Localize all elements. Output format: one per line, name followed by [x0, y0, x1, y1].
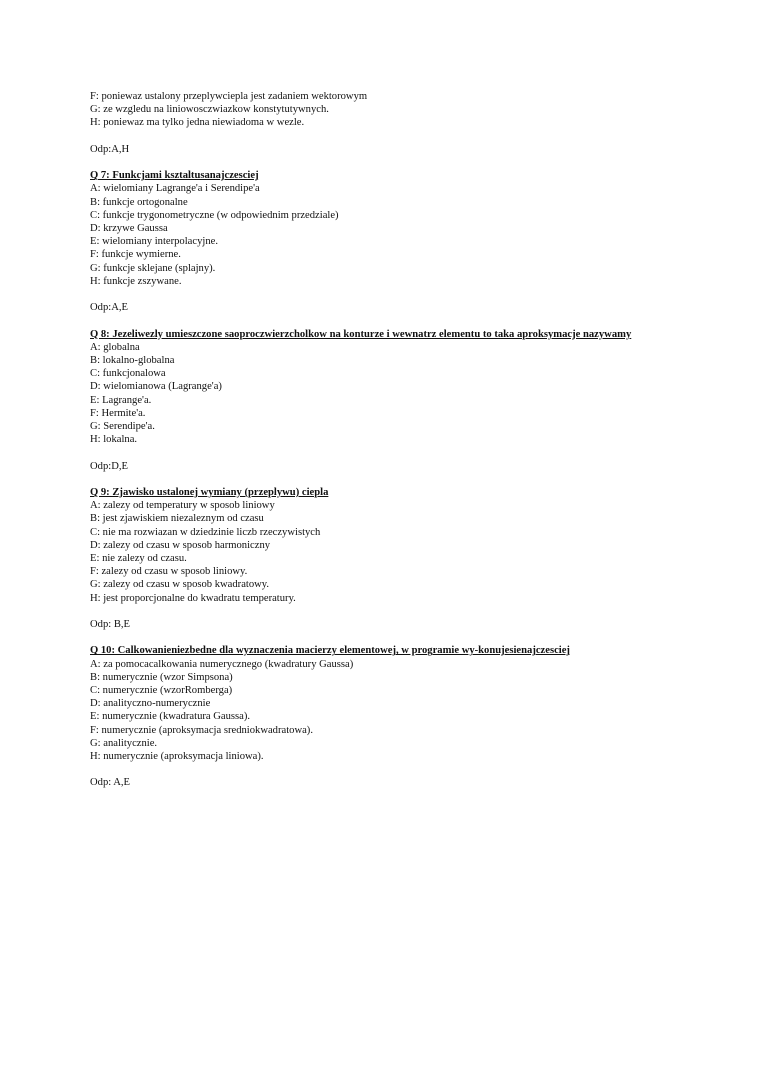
option-line: E: Lagrange'a. [90, 394, 152, 406]
option-line: H: poniewaz ma tylko jedna niewiadoma w wezle. [90, 117, 305, 129]
option-line: A: zalezy od temperatury w sposob liniowy [90, 500, 275, 512]
option-line: G: analitycznie. [90, 737, 158, 749]
option-line: F: funkcje wymierne. [90, 249, 181, 261]
option-line: D: zalezy od czasu w sposob harmoniczny [90, 539, 271, 551]
answer-line: Odp: B,E [90, 619, 131, 631]
question-title: Q 8: Jezeliwezly umieszczone saoproczwierzcholkow na konturze i wewnatrz elementu to taka aproksymacje nazywamy [90, 328, 632, 340]
question-title: Q 9: Zjawisko ustalonej wymiany (przeplywu) ciepla [90, 487, 329, 498]
option-line: F: zalezy od czasu w sposob liniowy. [90, 566, 248, 578]
answer-line: Odp:A,E [90, 302, 128, 314]
option-line: G: ze wzgledu na liniowosczwiazkow konstytutywnych. [90, 104, 329, 116]
document-page [90, 90, 650, 790]
option-line: F: poniewaz ustalony przeplywciepla jest zadaniem wektorowym [90, 91, 368, 102]
option-line: B: numerycznie (wzor Simpsona) [90, 671, 233, 683]
option-line: C: funkcje trygonometryczne (w odpowiednim przedziale) [90, 209, 339, 221]
option-line: H: jest proporcjonalne do kwadratu temperatury. [90, 592, 296, 604]
question-10 [90, 644, 650, 789]
option-line: F: Hermite'a. [90, 407, 146, 419]
option-line: E: nie zalezy od czasu. [90, 553, 187, 565]
question-9 [90, 486, 650, 644]
option-line: G: funkcje sklejane (splajny). [90, 262, 216, 274]
option-line: H: lokalna. [90, 434, 138, 446]
option-line: A: za pomocacalkowania numerycznego (kwadratury Gaussa) [90, 658, 354, 670]
option-line: G: Serendipe'a. [90, 421, 155, 433]
option-line: D: krzywe Gaussa [90, 223, 168, 234]
option-line: H: funkcje zszywane. [90, 275, 182, 287]
answer-line: Odp:A,H [90, 143, 130, 155]
option-line: C: nie ma rozwiazan w dziedzinie liczb rzeczywistych [90, 526, 321, 538]
answer-line: Odp:D,E [90, 460, 128, 472]
option-line: B: funkcje ortogonalne [90, 196, 188, 208]
option-line: C: numerycznie (wzorRomberga) [90, 685, 233, 697]
question-7 [90, 169, 650, 327]
question-8 [90, 328, 650, 486]
option-line: D: wielomianowa (Lagrange'a) [90, 381, 222, 393]
option-line: E: numerycznie (kwadratura Gaussa). [90, 711, 251, 723]
option-line: F: numerycznie (aproksymacja sredniokwadratowa). [90, 724, 313, 736]
question-title: Q 7: Funkcjami ksztaltusanajczesciej [90, 170, 259, 182]
answer-line: Odp: A,E [90, 777, 131, 789]
option-line: B: jest zjawiskiem niezaleznym od czasu [90, 513, 264, 525]
question-title: Q 10: Calkowanieniezbedne dla wyznaczenia macierzy elementowej, w programie wy-konujesienajczesciej [90, 645, 570, 657]
option-line: E: wielomiany interpolacyjne. [90, 236, 218, 248]
option-line: B: lokalno-globalna [90, 355, 175, 366]
option-line: G: zalezy od czasu w sposob kwadratowy. [90, 579, 270, 591]
option-line: D: analityczno-numerycznie [90, 698, 211, 710]
intro-block [90, 90, 650, 169]
option-line: C: funkcjonalowa [90, 368, 166, 380]
option-line: A: wielomiany Lagrange'a i Serendipe'a [90, 183, 260, 195]
option-line: H: numerycznie (aproksymacja liniowa). [90, 751, 264, 763]
option-line: A: globalna [90, 341, 140, 353]
